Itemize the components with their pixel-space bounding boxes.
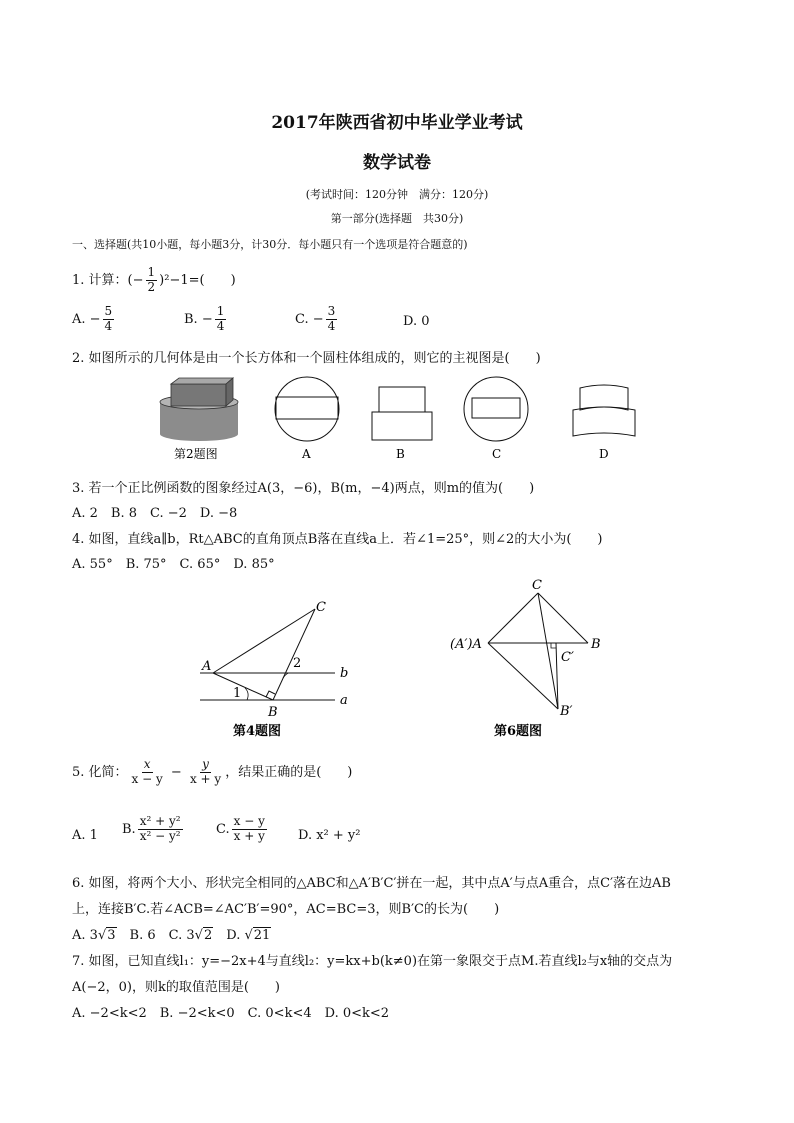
section-title: 一、选择题(共10小题，每小题3分，计30分．每小题只有一个选项是符合题意的) <box>72 238 468 251</box>
q4-stem: 4. 如图，直线a∥b，Rt△ABC的直角顶点B落在直线a上．若∠1=25°，则∠2的大小为( ) <box>72 532 603 547</box>
q5-option-d: D. x² + y² <box>298 828 361 843</box>
q2-label-c: C <box>492 447 502 461</box>
q3-options: A. 2 B. 8 C. −2 D. −8 <box>72 506 238 521</box>
angle-1-arc <box>245 688 248 700</box>
q5-option-c: C. $\frac{x - y}{x + y}$ <box>216 814 265 843</box>
q5-term-2: $\frac{y}{x + y}$ <box>189 757 222 786</box>
q6-options: A. 3√3 B. 6 C. 3√2 D. √21 <box>72 928 271 943</box>
q6-stem-line1: 6. 如图，将两个大小、形状完全相同的△ABC和△A′B′C′拼在一起，其中点A′与点A重合，点C′落在边AB <box>72 876 671 891</box>
paper-title: 2017年陕西省初中毕业学业考试 <box>271 113 523 133</box>
fig4-label-b-line: b <box>340 666 349 681</box>
q1-option-c: C. − $\frac{3}{4}$ <box>295 304 336 333</box>
part-title: 第一部分(选择题 共30分) <box>330 212 464 225</box>
fig6-caption: 第6题图 <box>494 724 543 739</box>
fig6-label-b: B <box>591 637 601 652</box>
q2-option-c-drawing <box>464 377 528 441</box>
fig4-label-1: 1 <box>233 686 242 701</box>
q7-stem-line1: 7. 如图，已知直线l₁：y=−2x+4与直线l₂：y=kx+b(k≠0)在第一象限交于点M.若直线l₂与x轴的交点为 <box>72 954 673 969</box>
fig6-label-cp: C′ <box>561 650 574 665</box>
q1-option-a: A. − $\frac{5}{4}$ <box>72 304 113 333</box>
exam-info: (考试时间：120分钟 满分：120分) <box>305 188 489 201</box>
q3-stem: 3. 若一个正比例函数的图象经过A(3，−6)，B(m，−4)两点，则m的值为( ) <box>72 481 535 496</box>
q5-option-b: B. $\frac{\text{x² + y²}}{\text{x² − y²}}$ <box>122 814 181 843</box>
q2-caption: 第2题图 <box>174 447 218 461</box>
q2-figure <box>150 372 650 470</box>
fig4-caption: 第4题图 <box>233 724 282 739</box>
right-angle-mark <box>266 691 275 697</box>
q5-option-a: A. 1 <box>72 828 98 843</box>
q2-option-d-drawing <box>573 385 635 436</box>
q7-options: A. −2<k<2 B. −2<k<0 C. 0<k<4 D. 0<k<2 <box>72 1006 390 1021</box>
fig4-label-a-line: a <box>340 693 348 708</box>
q6-stem-line2: 上，连接B′C.若∠ACB=∠AC′B′=90°，AC=BC=3，则B′C的长为( ) <box>72 902 500 917</box>
fig4-label-b: B <box>268 705 278 720</box>
fig6-label-a: (A′)A <box>450 637 482 652</box>
q4-figure <box>195 595 365 740</box>
segment-ab <box>213 673 273 700</box>
q2-label-d: D <box>599 447 609 461</box>
fig6-label-c: C <box>532 578 542 593</box>
q7-stem-line2: A(−2，0)，则k的取值范围是( ) <box>72 980 280 995</box>
q1-option-d: D. 0 <box>403 314 430 329</box>
q6-figure <box>448 575 618 740</box>
q1-option-b: B. − $\frac{1}{4}$ <box>184 304 225 333</box>
q4-options: A. 55° B. 75° C. 65° D. 85° <box>72 557 275 572</box>
q5-term-1: $\frac{x}{x - y}$ <box>131 757 163 786</box>
q1-stem-prefix: 1. 计算：(− <box>72 272 144 288</box>
q2-option-b-drawing <box>372 387 432 440</box>
fig4-label-a: A <box>202 659 212 674</box>
paper-subtitle: 数学试卷 <box>363 153 431 173</box>
q2-label-b: B <box>396 447 405 461</box>
q2-label-a: A <box>302 447 311 461</box>
q2-option-a-drawing <box>275 377 339 441</box>
fig4-label-2: 2 <box>293 656 302 671</box>
q1-stem-suffix: )²−1=( ) <box>159 272 236 288</box>
q5-stem: 5. 化简： $\frac{x}{x - y}$ − $\frac{y}{x + y}$ ，结果正确的是( ) <box>72 757 353 786</box>
fig6-label-bp: B′ <box>560 704 573 719</box>
q1-fraction: $\frac{1}{2}$ <box>147 265 156 294</box>
q2-solid-drawing <box>160 378 238 441</box>
fig4-label-c: C <box>316 600 326 615</box>
q1-stem <box>72 266 236 295</box>
q2-stem: 2. 如图所示的几何体是由一个长方体和一个圆柱体组成的，则它的主视图是( ) <box>72 351 541 366</box>
